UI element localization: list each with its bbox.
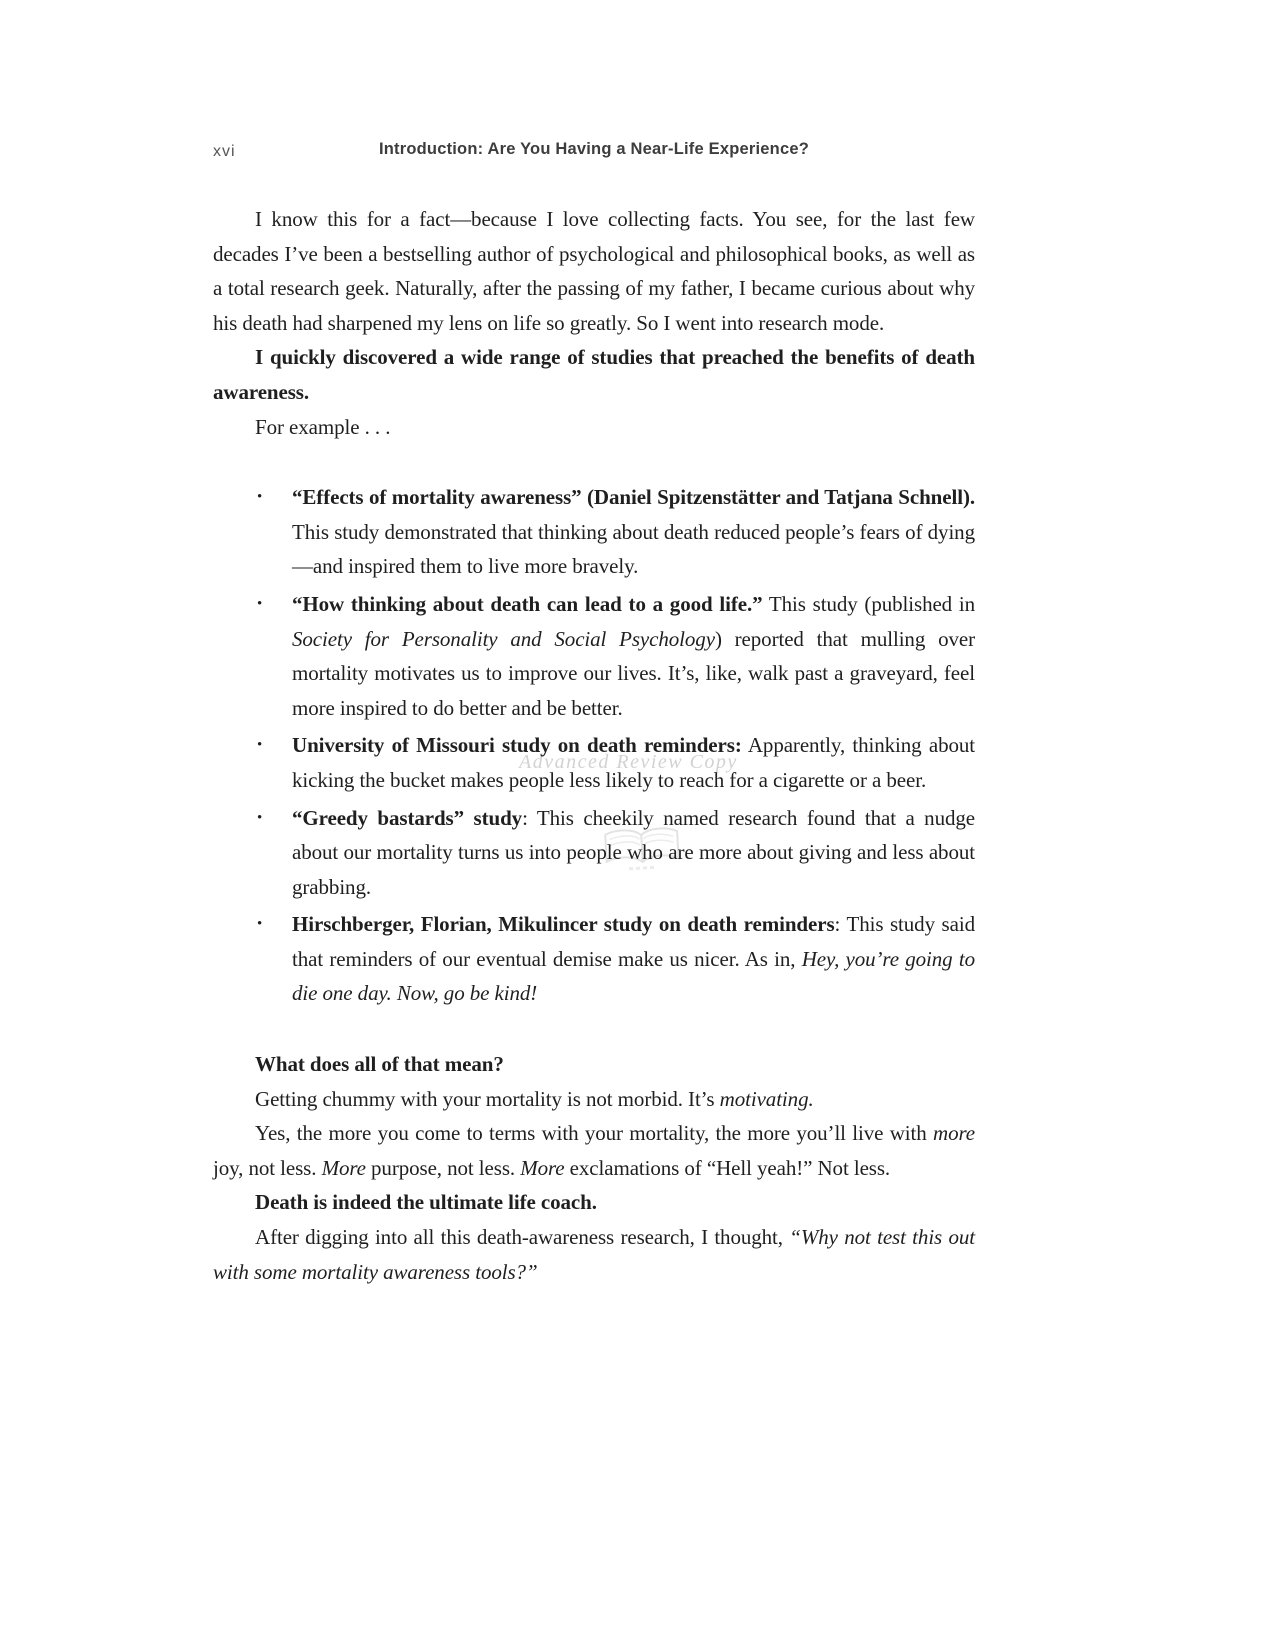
study-description: : This study said that reminders of our eventual demise make us nicer. As in, <box>292 912 975 971</box>
study-description: : This cheekily named research found that a nudge about our mortality turns us into people who are more about giving and less about grabbing. <box>292 805 975 899</box>
bullet-marker: • <box>257 809 263 826</box>
text-run: After digging into all this death-awareness research, I thought, <box>255 1225 790 1250</box>
study-description: Apparently, thinking about kicking the bucket makes people less likely to reach for a cigarette or a beer. <box>292 733 976 792</box>
study-list <box>213 480 975 1011</box>
study-description: This study (published in <box>762 591 976 616</box>
list-item-good-life <box>255 587 975 725</box>
emphasis: More <box>520 1155 565 1180</box>
page-number: xvi <box>213 143 236 160</box>
study-quote: Hey, you’re going to die one day. Now, go be kind! <box>292 946 975 1006</box>
bullet-marker: • <box>257 489 263 506</box>
emphasis: motivating. <box>719 1086 814 1111</box>
text-run: joy, not less. <box>213 1155 322 1180</box>
closing-quote: “Why not test this out with some mortality awareness tools?” <box>213 1225 975 1284</box>
text-run: Yes, the more you come to terms with your mortality, the more you’ll live with <box>255 1121 934 1146</box>
bullet-marker: • <box>257 916 263 933</box>
list-item-spitzenstatter <box>255 480 975 584</box>
study-description: This study demonstrated that thinking about death reduced people’s fears of dying—and inspired them to live more bravely. <box>292 519 975 579</box>
journal-name: Society for Personality and Social Psychology <box>292 626 715 651</box>
text-run: exclamations of “Hell yeah!” Not less. <box>564 1155 891 1180</box>
watermark-text: Advanced Review Copy <box>519 751 738 773</box>
paragraph-question-bold: What does all of that mean? <box>255 1052 504 1077</box>
study-description: ) reported that mulling over mortality motivates us to improve our lives. It’s, like, walk past a graveyard, feel more inspired to do better and be better. <box>292 626 975 720</box>
paragraph-life-coach-bold: Death is indeed the ultimate life coach. <box>255 1190 597 1215</box>
study-title: “Greedy bastards” study <box>292 805 523 830</box>
paragraph-discovery-bold: I quickly discovered a wide range of studies that preached the benefits of death awareness. <box>213 345 975 404</box>
paragraph-for-example: For example . . . <box>255 414 391 439</box>
text-run: Getting chummy with your mortality is not morbid. It’s <box>255 1086 720 1111</box>
text-run: purpose, not less. <box>365 1155 521 1180</box>
study-title: “How thinking about death can lead to a good life.” <box>292 591 763 616</box>
emphasis: More <box>321 1155 366 1180</box>
paragraph-closing <box>213 1220 975 1289</box>
bullet-marker: • <box>257 595 263 612</box>
study-title: Hirschberger, Florian, Mikulincer study on death reminders <box>292 912 835 937</box>
paragraph-intro: I know this for a fact––because I love collecting facts. You see, for the last few decades I’ve been a bestselling author of psychological and philosophical books, as well as a total research geek. Naturally, after the passing of my father, I became curious about why his death had sharpened my lens on life so greatly. So I went into research mode. <box>213 207 975 335</box>
list-item-hirschberger <box>255 907 975 1011</box>
page-body <box>213 202 975 1289</box>
emphasis: more <box>933 1121 975 1146</box>
paragraph-motivating <box>213 1082 975 1117</box>
study-title: University of Missouri study on death reminders: <box>292 733 742 758</box>
list-item-greedy-bastards <box>255 801 975 905</box>
running-header: Introduction: Are You Having a Near-Life Experience? <box>378 140 809 158</box>
bullet-marker: • <box>257 737 263 754</box>
study-title: “Effects of mortality awareness” (Daniel Spitzenstätter and Tatjana Schnell). <box>292 485 975 510</box>
paragraph-more-joy <box>213 1116 975 1185</box>
list-item-missouri <box>255 728 975 797</box>
